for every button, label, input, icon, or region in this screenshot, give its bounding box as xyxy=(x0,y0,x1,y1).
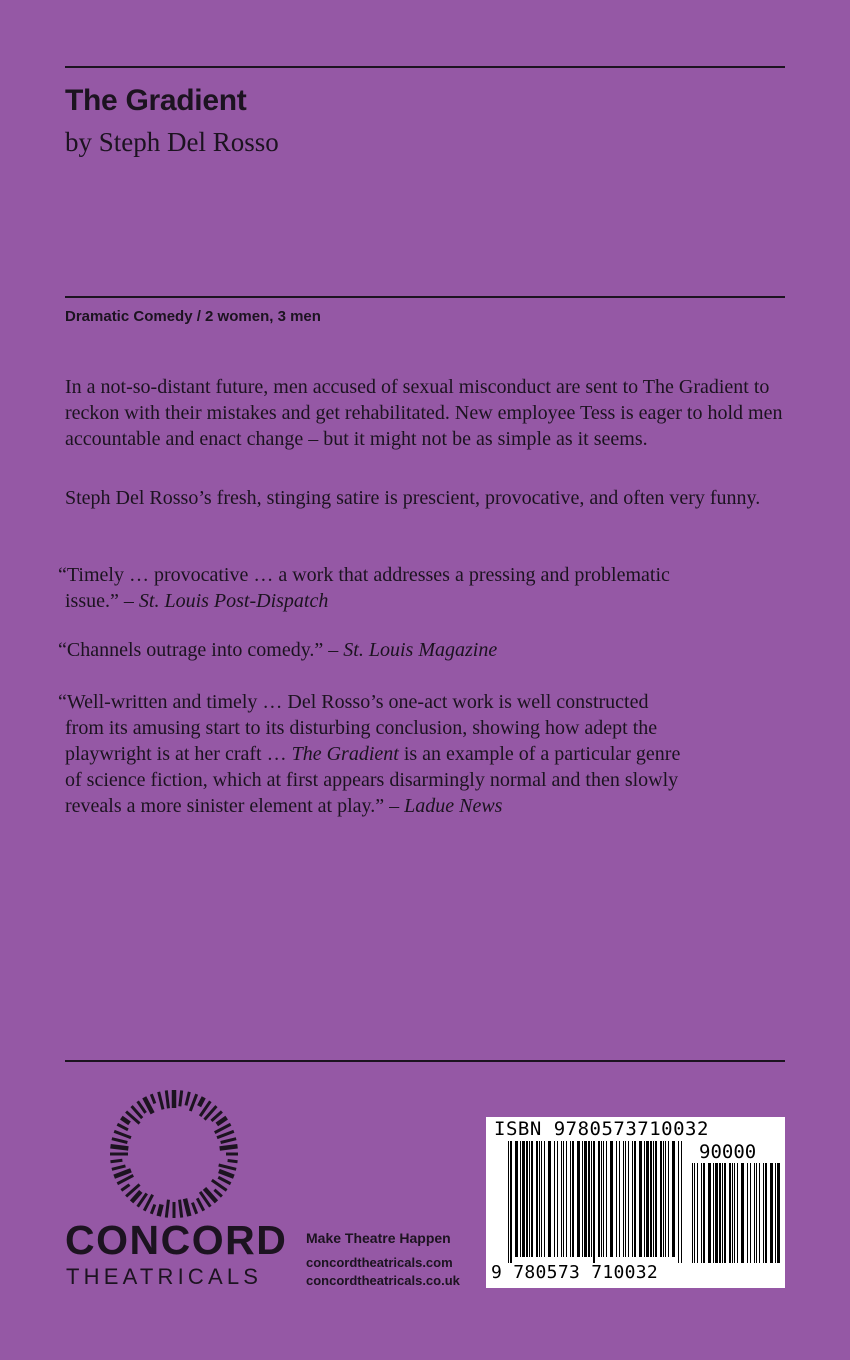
logo-ring-dash xyxy=(114,1131,131,1137)
logo-ring-dash xyxy=(221,1139,237,1143)
barcode-bar xyxy=(653,1141,654,1257)
barcode-bar xyxy=(681,1141,682,1263)
barcode-bar xyxy=(529,1141,530,1257)
logo-ring-dash xyxy=(138,1101,146,1113)
barcode-bar xyxy=(650,1141,652,1257)
concord-ring-logo-icon xyxy=(108,1088,240,1220)
barcode-bar xyxy=(548,1141,551,1257)
publisher-website-uk: concordtheatricals.co.uk xyxy=(306,1273,460,1288)
logo-ring-dash xyxy=(192,1203,196,1214)
logo-ring-dash xyxy=(166,1200,168,1218)
barcode-bar xyxy=(582,1141,583,1257)
logo-ring-dash xyxy=(121,1118,129,1124)
barcode-bar xyxy=(619,1141,620,1257)
barcode-bar xyxy=(572,1141,574,1257)
barcode-bar xyxy=(632,1141,633,1257)
barcode-bar xyxy=(577,1141,580,1257)
barcode-bar xyxy=(544,1141,545,1257)
synopsis-paragraph: Steph Del Rosso’s fresh, stinging satire is prescient, provocative, and often very funny. xyxy=(65,487,761,509)
barcode-addon-bar xyxy=(701,1163,702,1263)
quote-text: of science fiction, which at first appears disarmingly normal and then slowly xyxy=(65,769,679,791)
barcode-addon-bar xyxy=(732,1163,733,1263)
publisher-logo-name: CONCORD xyxy=(65,1217,288,1263)
barcode-addon-bar xyxy=(763,1163,764,1263)
barcode-bar xyxy=(566,1141,567,1257)
logo-ring-dash xyxy=(215,1124,231,1132)
barcode-bar xyxy=(561,1141,562,1257)
quote-source: St. Louis Post-Dispatch xyxy=(138,590,329,612)
barcode-bar xyxy=(522,1141,525,1257)
logo-ring-dash xyxy=(199,1097,204,1106)
quote-text: “Well-written and timely … Del Rosso’s one-act work is well constructed xyxy=(58,691,649,713)
barcode-bar xyxy=(663,1141,664,1257)
quote-text: is an example of a particular genre xyxy=(398,743,681,765)
logo-ring-dash xyxy=(112,1139,128,1143)
barcode-bar xyxy=(603,1141,604,1257)
barcode-addon-bar xyxy=(724,1163,726,1263)
isbn-label: ISBN 9780573710032 xyxy=(494,1118,709,1140)
barcode-bar xyxy=(644,1141,645,1257)
barcode-digits: 9 780573 710032 xyxy=(491,1262,659,1283)
barcode-bar xyxy=(584,1141,587,1257)
barcode-addon-bar xyxy=(754,1163,755,1263)
barcode-addon-bar xyxy=(713,1163,714,1263)
synopsis-paragraph: In a not-so-distant future, men accused of sexual misconduct are sent to The Gradient to reckon with their mistakes and get rehabilitated. New employee Tess is eager to hold men accountable and enact change – but it might not be as simple as it seems. xyxy=(65,376,783,450)
logo-ring-dash xyxy=(114,1170,131,1176)
barcode-bar xyxy=(610,1141,613,1257)
barcode-bar xyxy=(588,1141,590,1257)
barcode-bar xyxy=(678,1141,679,1263)
logo-ring-dash xyxy=(220,1146,238,1148)
barcode-bar xyxy=(628,1141,629,1257)
review-quote xyxy=(58,637,793,663)
quote-text: issue.” – xyxy=(65,590,139,612)
barcode-bar xyxy=(655,1141,657,1257)
barcode-addon-bar xyxy=(737,1163,738,1263)
quote-source: St. Louis Magazine xyxy=(343,639,498,661)
barcode-bar xyxy=(531,1141,533,1257)
barcode-bar xyxy=(563,1141,564,1257)
barcode-addon-bar xyxy=(694,1163,695,1263)
logo-ring-dash xyxy=(219,1165,236,1169)
publisher-website: concordtheatricals.com xyxy=(306,1255,453,1270)
publisher-tagline: Make Theatre Happen xyxy=(306,1230,451,1246)
barcode-bar xyxy=(634,1141,636,1257)
quote-text: “Timely … provocative … a work that addresses a pressing and problematic xyxy=(58,564,670,586)
logo-ring-dash xyxy=(159,1092,163,1109)
barcode-bar xyxy=(601,1141,602,1257)
logo-ring-dash xyxy=(151,1204,155,1213)
barcode-bar xyxy=(665,1141,666,1257)
footer-rule xyxy=(65,1060,785,1062)
barcode-bar xyxy=(660,1141,662,1257)
barcode-bar xyxy=(541,1141,542,1257)
barcode-addon-bar xyxy=(722,1163,723,1263)
barcode-bar xyxy=(520,1141,521,1257)
quote-title: The Gradient xyxy=(291,743,399,765)
barcode-bar xyxy=(598,1141,600,1257)
logo-ring-dash xyxy=(197,1198,204,1210)
logo-ring-dash xyxy=(151,1094,155,1103)
price-code: 90000 xyxy=(699,1141,757,1163)
quote-source: Ladue News xyxy=(404,795,503,817)
barcode-bar xyxy=(515,1141,518,1257)
barcode-bar xyxy=(646,1141,649,1257)
review-quote xyxy=(58,562,793,614)
barcode-bar xyxy=(625,1141,626,1257)
logo-ring-dash xyxy=(117,1124,128,1130)
barcode-bar xyxy=(508,1141,509,1263)
barcode-addon-bar xyxy=(734,1163,735,1263)
barcode-addon-bar xyxy=(729,1163,731,1263)
logo-ring-dash xyxy=(110,1160,122,1161)
barcode-bar xyxy=(570,1141,571,1257)
barcode-addon-bar xyxy=(759,1163,760,1263)
barcode-addon-bar xyxy=(777,1163,780,1263)
logo-ring-dash xyxy=(217,1118,227,1125)
top-rule xyxy=(65,66,785,68)
genre-cast: Dramatic Comedy / 2 women, 3 men xyxy=(65,308,321,325)
publisher-logo-subname: THEATRICALS xyxy=(66,1264,263,1289)
barcode-bar xyxy=(606,1141,607,1257)
barcode-addon-bar xyxy=(715,1163,718,1263)
barcode-addon-bar xyxy=(708,1163,711,1263)
logo-ring-dash xyxy=(180,1200,182,1218)
logo-ring-dash xyxy=(132,1191,141,1201)
barcode-addon-bar xyxy=(775,1163,776,1263)
barcode-bar xyxy=(593,1141,595,1263)
logo-ring-dash xyxy=(218,1177,230,1184)
book-author: by Steph Del Rosso xyxy=(65,127,279,157)
barcode-bar xyxy=(539,1141,540,1257)
logo-ring-dash xyxy=(180,1090,182,1106)
quote-text: reveals a more sinister element at play.” – xyxy=(65,795,405,817)
logo-ring-dash xyxy=(186,1092,189,1106)
genre-rule xyxy=(65,296,785,298)
barcode-addon-bar xyxy=(756,1163,757,1263)
quote-text: “Channels outrage into comedy.” – xyxy=(58,639,344,661)
barcode-bar xyxy=(536,1141,538,1257)
logo-ring-dash xyxy=(110,1146,128,1148)
logo-ring-dash xyxy=(214,1190,221,1197)
logo-ring-dash xyxy=(228,1161,238,1162)
logo-ring-dash xyxy=(166,1090,168,1108)
barcode-addon-bar xyxy=(719,1163,721,1263)
barcode-addon-bar xyxy=(741,1163,744,1263)
barcode-bar xyxy=(672,1141,675,1257)
barcode-addon-bar xyxy=(765,1163,767,1263)
barcode-bar xyxy=(668,1141,669,1257)
barcode-addon-bar xyxy=(697,1163,698,1263)
barcode-bar xyxy=(639,1141,642,1257)
quote-text: playwright is at her craft … xyxy=(65,743,292,765)
logo-ring-dash xyxy=(219,1171,234,1177)
logo-ring-dash xyxy=(217,1131,234,1137)
barcode-addon-bar xyxy=(747,1163,748,1263)
barcode-addon-bar xyxy=(692,1163,693,1263)
barcode-bar xyxy=(554,1141,555,1257)
barcode-addon-bar xyxy=(750,1163,751,1263)
review-quote xyxy=(58,689,793,819)
barcode-bar xyxy=(557,1141,558,1257)
barcode-bar xyxy=(616,1141,617,1257)
barcode-bar xyxy=(526,1141,528,1257)
logo-ring-dash xyxy=(121,1185,129,1191)
book-title: The Gradient xyxy=(65,84,247,117)
barcode-bar xyxy=(510,1141,512,1263)
isbn-barcode xyxy=(486,1117,785,1288)
quote-text: from its amusing start to its disturbing conclusion, showing how adept the xyxy=(65,717,658,739)
barcode-bar xyxy=(591,1141,592,1257)
logo-ring-dash xyxy=(112,1166,126,1169)
logo-ring-dash xyxy=(185,1199,189,1216)
barcode-bar xyxy=(623,1141,624,1257)
logo-ring-dash xyxy=(190,1094,196,1111)
barcode-addon-bar xyxy=(770,1163,773,1263)
logo-ring-dash xyxy=(159,1204,162,1216)
barcode-addon-bar xyxy=(703,1163,705,1263)
